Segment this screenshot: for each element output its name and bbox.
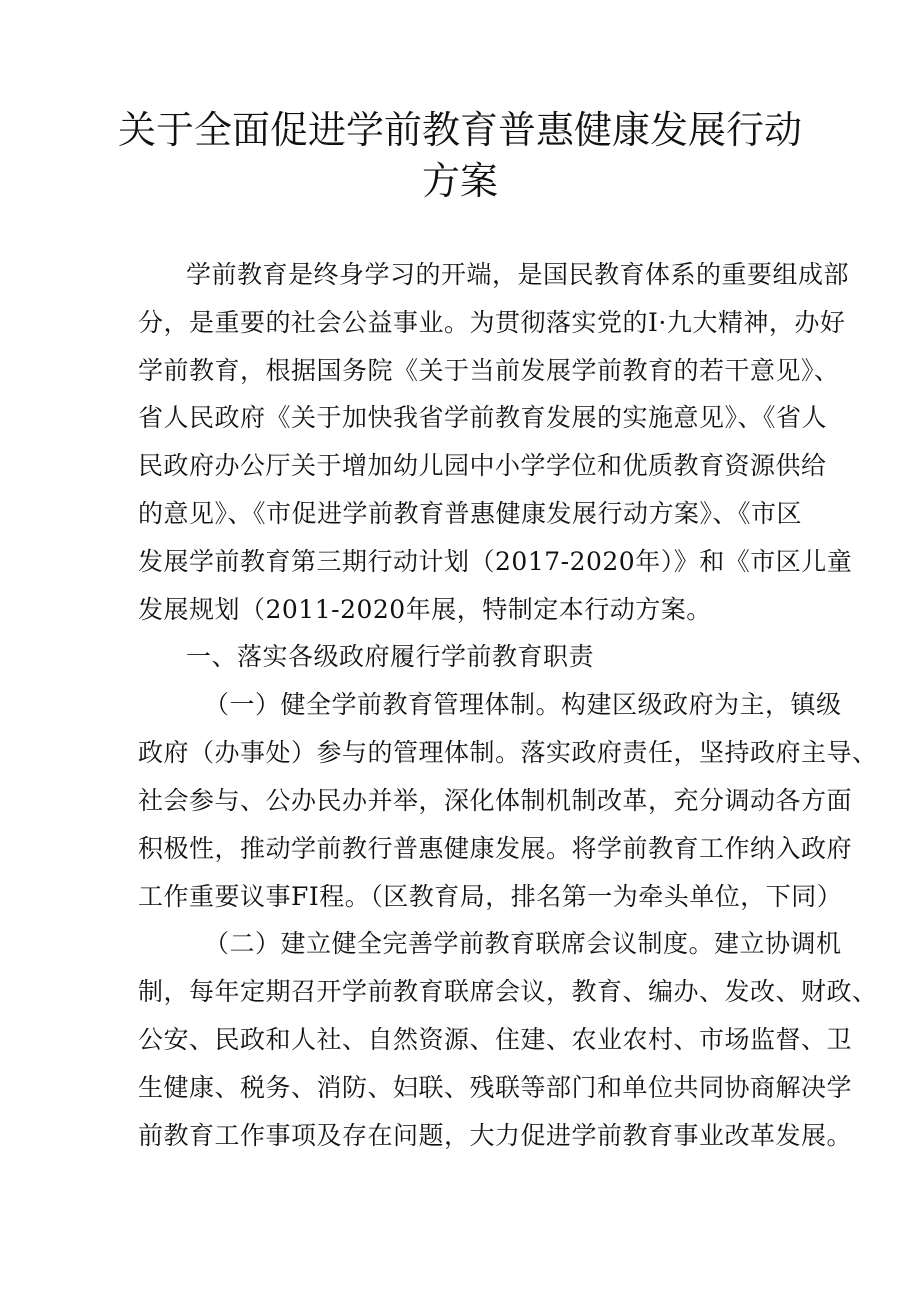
document-title-line-1: 关于全面促进学前教育普惠健康发展行动 (117, 108, 802, 152)
paragraph-line: 政府（办事处）参与的管理体制。落实政府责任，坚持政府主导、 (138, 738, 878, 767)
paragraph-line: 学前教育是终身学习的开端，是国民教育体系的重要组成部 (186, 260, 850, 289)
paragraph-line: 工作重要议事FI程。（区教育局，排名第一为牵头单位，下同） (138, 882, 843, 911)
paragraph-line: 民政府办公厅关于增加幼儿园中小学学位和优质教育资源供给 (138, 451, 827, 480)
paragraph-line: 前教育工作事项及存在问题，大力促进学前教育事业改革发展。 (138, 1121, 853, 1150)
document-title-line-2: 方案 (421, 159, 498, 203)
paragraph-line: 发展规划（2011-2020年展，特制定本行动方案。 (138, 595, 712, 624)
paragraph-line: 社会参与、公办民办并举，深化体制机制改革，充分调动各方面 (138, 786, 853, 815)
paragraph-line: 省人民政府《关于加快我省学前教育发展的实施意见》、《省人 (138, 403, 828, 432)
paragraph-line: 公安、民政和人社、自然资源、住建、农业农村、市场监督、卫 (138, 1025, 853, 1054)
paragraph-line: （一）健全学前教育管理体制。构建区级政府为主，镇级 (204, 690, 842, 719)
section-heading: 一、落实各级政府履行学前教育职责 (186, 642, 595, 671)
paragraph-line: 发展学前教育第三期行动计划（2017-2020年）》和《市区儿童 (138, 547, 853, 576)
paragraph-line: 制，每年定期召开学前教育联席会议，教育、编办、发改、财政、 (138, 977, 878, 1006)
paragraph-line: 学前教育，根据国务院《关于当前发展学前教育的若干意见》、 (138, 356, 840, 385)
paragraph-line: 分，是重要的社会公益事业。为贯彻落实党的I·九大精神，办好 (138, 308, 846, 337)
paragraph-line: 积极性，推动学前教行普惠健康发展。将学前教育工作纳入政府 (138, 834, 853, 863)
paragraph-line: 生健康、税务、消防、妇联、残联等部门和单位共同协商解决学 (138, 1073, 853, 1102)
paragraph-line: （二）建立健全完善学前教育联席会议制度。建立协调机 (204, 929, 842, 958)
paragraph-line: 的意见》、《市促进学前教育普惠健康发展行动方案》、《市区 (138, 499, 803, 528)
